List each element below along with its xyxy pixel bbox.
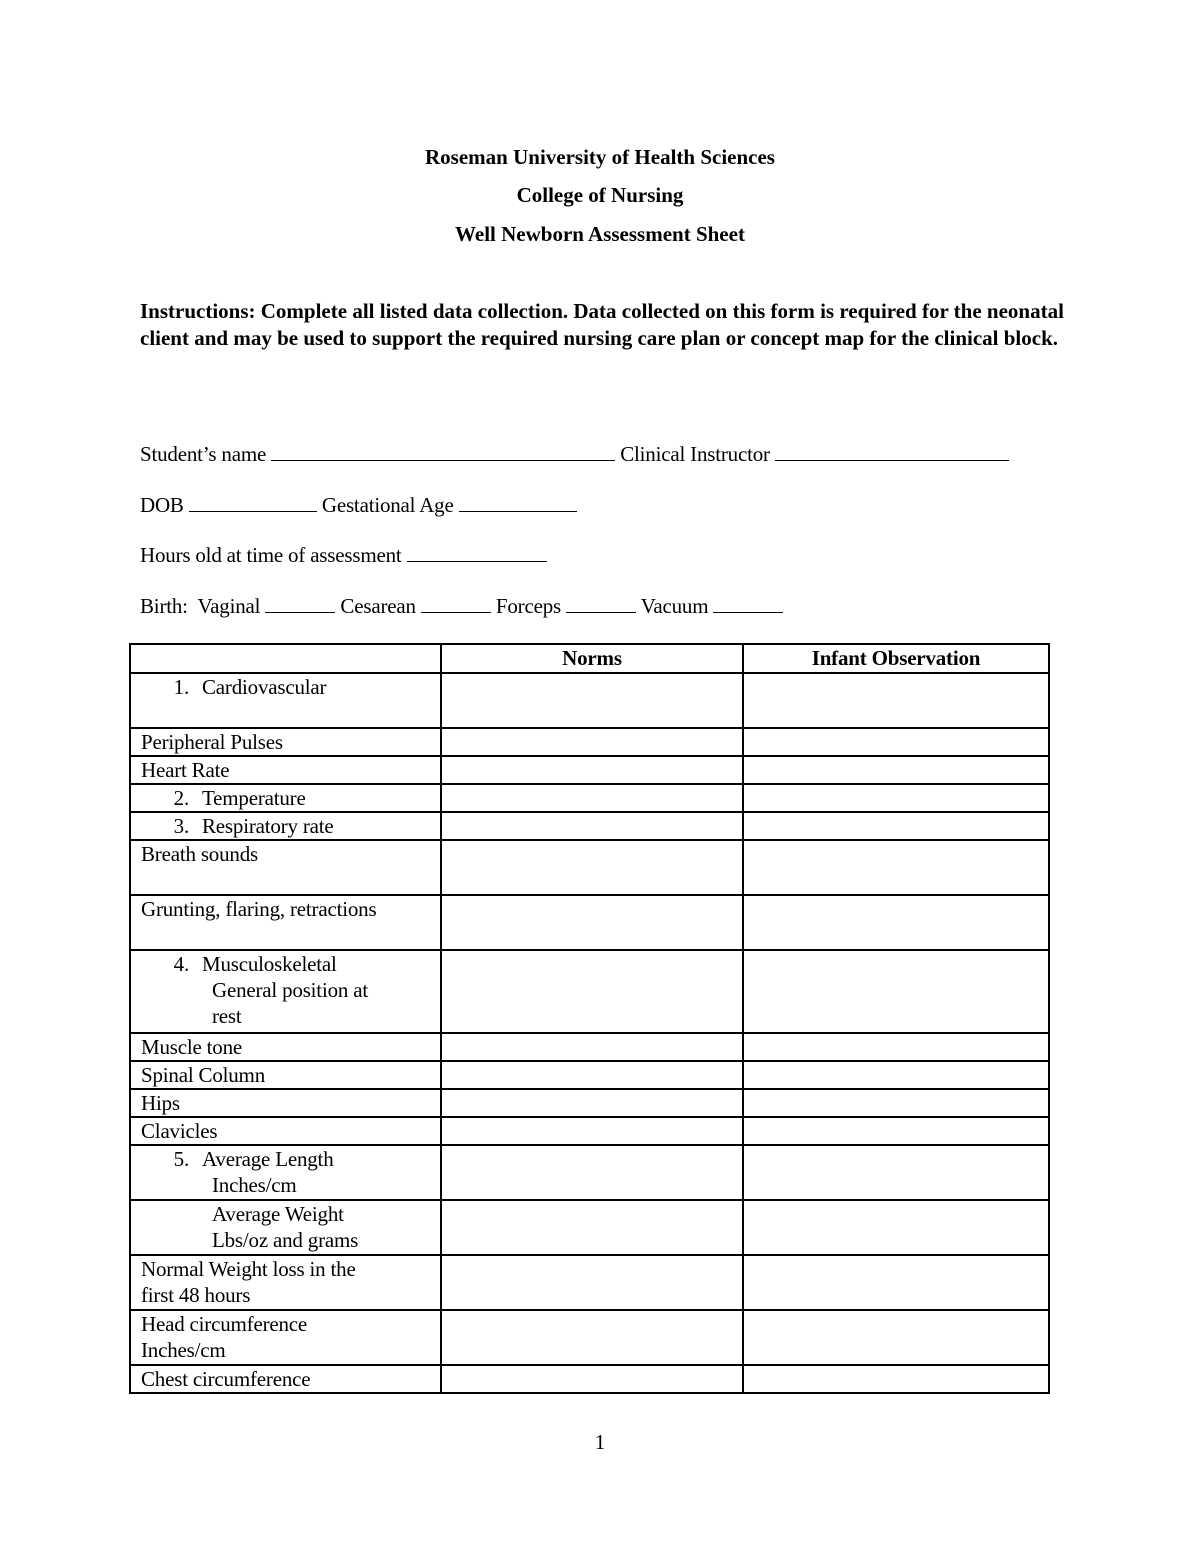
table-row <box>130 1117 1049 1145</box>
row-text: Temperature <box>202 786 306 810</box>
row-text-line2: first 48 hours <box>141 1283 251 1307</box>
row-label: Heart Rate <box>130 756 441 784</box>
vaginal-label: Vaginal <box>197 594 261 618</box>
table-row <box>130 1145 1049 1200</box>
clinical-instructor-field[interactable] <box>775 442 1009 461</box>
student-info-line <box>140 442 1009 467</box>
row-label: Grunting, flaring, retractions <box>130 895 441 950</box>
row-label: Hips <box>130 1089 441 1117</box>
observation-cell[interactable] <box>743 812 1049 840</box>
row-label <box>130 1310 441 1365</box>
row-text: Cardiovascular <box>202 675 327 699</box>
assessment-table <box>129 643 1050 1394</box>
row-label <box>130 1255 441 1310</box>
gestational-age-field[interactable] <box>459 493 577 512</box>
observation-cell[interactable] <box>743 673 1049 728</box>
row-number: 2. <box>173 786 189 810</box>
table-row <box>130 784 1049 812</box>
row-label <box>130 1200 441 1255</box>
observation-cell[interactable] <box>743 728 1049 756</box>
table-row <box>130 1255 1049 1310</box>
cesarean-label: Cesarean <box>340 594 416 618</box>
observation-cell[interactable] <box>743 1255 1049 1310</box>
hours-old-line <box>140 543 547 568</box>
dob-label: DOB <box>140 493 184 517</box>
table-row <box>130 673 1049 728</box>
norms-cell[interactable] <box>441 1061 743 1089</box>
norms-cell[interactable] <box>441 840 743 895</box>
row-text: Head circumference <box>141 1312 308 1336</box>
observation-cell[interactable] <box>743 1200 1049 1255</box>
norms-cell[interactable] <box>441 728 743 756</box>
row-text-line2: Inches/cm <box>212 1173 297 1197</box>
row-label: Muscle tone <box>130 1033 441 1061</box>
row-text-line2: General position at <box>212 978 368 1002</box>
norms-cell[interactable] <box>441 1255 743 1310</box>
norms-cell[interactable] <box>441 1033 743 1061</box>
observation-cell[interactable] <box>743 756 1049 784</box>
norms-cell[interactable] <box>441 895 743 950</box>
table-row <box>130 1061 1049 1089</box>
observation-cell[interactable] <box>743 895 1049 950</box>
page-number: 1 <box>594 1430 606 1454</box>
row-label <box>130 1145 441 1200</box>
college-name: College of Nursing <box>516 183 684 207</box>
university-name: Roseman University of Health Sciences <box>425 145 775 169</box>
table-row <box>130 728 1049 756</box>
table-row <box>130 812 1049 840</box>
observation-cell[interactable] <box>743 784 1049 812</box>
vaginal-field[interactable] <box>265 594 335 613</box>
row-number: 5. <box>173 1147 189 1171</box>
row-text: Average Weight <box>212 1202 344 1226</box>
observation-cell[interactable] <box>743 1310 1049 1365</box>
observation-cell[interactable] <box>743 1145 1049 1200</box>
row-label <box>130 784 441 812</box>
clinical-instructor-label: Clinical Instructor <box>620 442 770 466</box>
row-number: 3. <box>173 814 189 838</box>
table-row <box>130 1365 1049 1393</box>
forceps-label: Forceps <box>495 594 561 618</box>
table-row <box>130 1089 1049 1117</box>
table-row <box>130 840 1049 895</box>
row-text-line2: Inches/cm <box>141 1338 226 1362</box>
observation-cell[interactable] <box>743 1117 1049 1145</box>
hours-old-label: Hours old at time of assessment <box>140 543 402 567</box>
row-number: 1. <box>173 675 189 699</box>
norms-cell[interactable] <box>441 1089 743 1117</box>
vacuum-label: Vacuum <box>640 594 709 618</box>
observation-cell[interactable] <box>743 1033 1049 1061</box>
norms-cell[interactable] <box>441 1365 743 1393</box>
sheet-title: Well Newborn Assessment Sheet <box>455 222 745 246</box>
norms-cell[interactable] <box>441 1310 743 1365</box>
header-item <box>130 644 441 673</box>
table-row <box>130 1033 1049 1061</box>
row-text: Respiratory rate <box>202 814 334 838</box>
norms-cell[interactable] <box>441 784 743 812</box>
birth-line <box>140 594 783 619</box>
norms-cell[interactable] <box>441 950 743 1033</box>
observation-cell[interactable] <box>743 950 1049 1033</box>
dob-line <box>140 493 577 518</box>
table-row <box>130 895 1049 950</box>
observation-cell[interactable] <box>743 1365 1049 1393</box>
row-label: Clavicles <box>130 1117 441 1145</box>
table-header-row <box>130 644 1049 673</box>
row-text: Normal Weight loss in the <box>141 1257 356 1281</box>
row-label: Breath sounds <box>130 840 441 895</box>
norms-cell[interactable] <box>441 1117 743 1145</box>
dob-field[interactable] <box>189 493 317 512</box>
norms-cell[interactable] <box>441 673 743 728</box>
row-label: Spinal Column <box>130 1061 441 1089</box>
table-row <box>130 950 1049 1033</box>
student-name-field[interactable] <box>271 442 615 461</box>
observation-cell[interactable] <box>743 1089 1049 1117</box>
table-row <box>130 1310 1049 1365</box>
row-text-line2: Lbs/oz and grams <box>212 1228 359 1252</box>
instructions: Instructions: Complete all listed data collection. Data collected on this form is required for the neonatal client and may be used to support the required nursing care plan or concept map for the clinical block. <box>140 299 1064 350</box>
row-text-line3: rest <box>212 1004 242 1028</box>
norms-cell[interactable] <box>441 1145 743 1200</box>
vacuum-field[interactable] <box>713 594 783 613</box>
forceps-field[interactable] <box>566 594 636 613</box>
header-norms: Norms <box>441 644 743 673</box>
observation-cell[interactable] <box>743 840 1049 895</box>
norms-cell[interactable] <box>441 812 743 840</box>
row-number: 4. <box>173 952 189 976</box>
row-label <box>130 950 441 1033</box>
norms-cell[interactable] <box>441 1200 743 1255</box>
observation-cell[interactable] <box>743 1061 1049 1089</box>
row-label <box>130 673 441 728</box>
student-name-label: Student’s name <box>140 442 267 466</box>
row-label: Chest circumference <box>130 1365 441 1393</box>
header-infant-observation: Infant Observation <box>743 644 1049 673</box>
birth-label: Birth: <box>140 594 188 618</box>
row-label: Peripheral Pulses <box>130 728 441 756</box>
row-text: Average Length <box>202 1147 334 1171</box>
row-label <box>130 812 441 840</box>
gestational-age-label: Gestational Age <box>321 493 454 517</box>
row-text: Musculoskeletal <box>202 952 337 976</box>
cesarean-field[interactable] <box>421 594 491 613</box>
table-row <box>130 1200 1049 1255</box>
norms-cell[interactable] <box>441 756 743 784</box>
table-row <box>130 756 1049 784</box>
hours-old-field[interactable] <box>407 543 547 562</box>
